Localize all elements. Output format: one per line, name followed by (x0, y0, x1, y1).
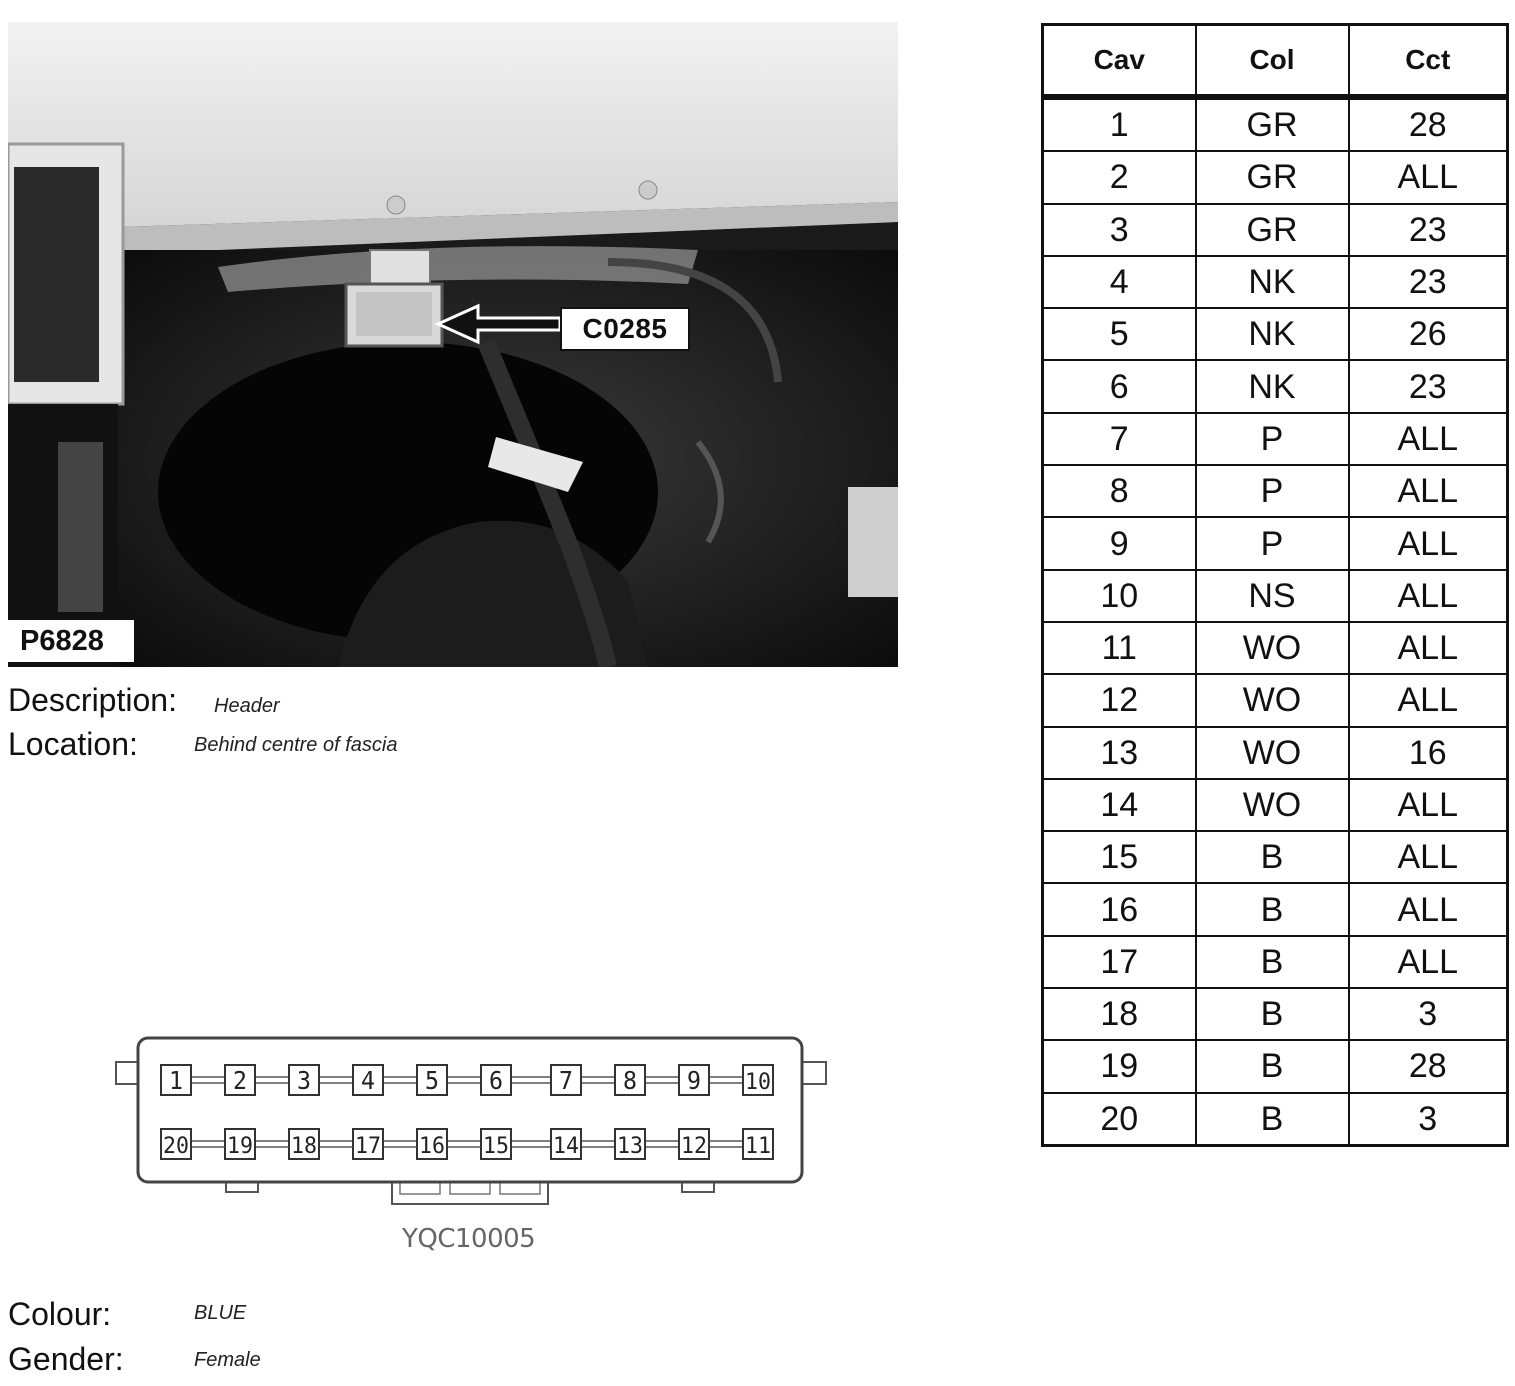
cell-col: WO (1196, 779, 1349, 831)
table-row (1043, 413, 1508, 465)
cavity-link (709, 1141, 743, 1147)
cell-cct: 23 (1349, 204, 1508, 256)
table-row (1043, 360, 1508, 412)
cavity-number: 7 (559, 1066, 573, 1095)
table-row (1043, 151, 1508, 203)
cell-cct: 3 (1349, 1093, 1508, 1146)
table-row (1043, 465, 1508, 517)
cavity-number: 6 (489, 1066, 503, 1095)
cell-col: B (1196, 831, 1349, 883)
cavity-number: 18 (291, 1134, 317, 1159)
table-row (1043, 517, 1508, 569)
cell-col: B (1196, 1040, 1349, 1092)
cell-col: WO (1196, 727, 1349, 779)
connector-callout-label: C0285 (560, 307, 690, 351)
cavity-number: 19 (227, 1134, 253, 1159)
cavity (481, 1065, 511, 1095)
cavity-link (383, 1077, 417, 1083)
table-row (1043, 256, 1508, 308)
cell-cct: 3 (1349, 988, 1508, 1040)
cell-cav: 12 (1043, 674, 1196, 726)
cavity-link (447, 1077, 481, 1083)
cavity-link (447, 1141, 481, 1147)
colour-label: Colour: (8, 1296, 112, 1332)
cavity-number: 17 (355, 1134, 381, 1159)
cavity (551, 1065, 581, 1095)
cavity (417, 1065, 447, 1095)
cell-col: GR (1196, 151, 1349, 203)
cavity-link (383, 1141, 417, 1147)
table-row (1043, 97, 1508, 151)
table-row (1043, 204, 1508, 256)
cell-cct: 26 (1349, 308, 1508, 360)
cell-cav: 17 (1043, 936, 1196, 988)
cell-cav: 6 (1043, 360, 1196, 412)
cell-col: WO (1196, 622, 1349, 674)
cavity-link (319, 1077, 353, 1083)
cell-cct: ALL (1349, 779, 1508, 831)
cavity-number: 2 (233, 1066, 247, 1095)
table-header-row (1043, 25, 1508, 98)
cell-cct: ALL (1349, 413, 1508, 465)
cavity-number: 20 (163, 1134, 189, 1159)
cavity (161, 1129, 191, 1159)
cavity-number: 13 (617, 1134, 643, 1159)
cavity-link (191, 1077, 225, 1083)
cavity-table (1041, 23, 1509, 1147)
cell-cct: 23 (1349, 256, 1508, 308)
cavity (481, 1129, 511, 1159)
cell-col: B (1196, 883, 1349, 935)
cavity-link (511, 1077, 551, 1083)
description-value: Header (214, 695, 280, 717)
cell-cav: 1 (1043, 97, 1196, 151)
cell-col: B (1196, 988, 1349, 1040)
cell-cav: 4 (1043, 256, 1196, 308)
cavity-number: 4 (361, 1066, 375, 1095)
cavity-link (581, 1077, 615, 1083)
cell-cav: 11 (1043, 622, 1196, 674)
cell-col: NK (1196, 308, 1349, 360)
cell-cct: ALL (1349, 570, 1508, 622)
connector-part-number: YQC10005 (402, 1224, 536, 1254)
cell-cav: 5 (1043, 308, 1196, 360)
table-row (1043, 1040, 1508, 1092)
cavity (743, 1129, 773, 1159)
location-value: Behind centre of fascia (194, 734, 398, 756)
cell-cav: 19 (1043, 1040, 1196, 1092)
cell-col: B (1196, 936, 1349, 988)
cavity-number: 8 (623, 1066, 637, 1095)
connector-right-tab (802, 1062, 826, 1084)
cell-col: NS (1196, 570, 1349, 622)
cell-cav: 16 (1043, 883, 1196, 935)
cell-col: GR (1196, 204, 1349, 256)
cavity (615, 1065, 645, 1095)
cavity-number: 12 (681, 1134, 707, 1159)
cavity (615, 1129, 645, 1159)
cell-cav: 7 (1043, 413, 1196, 465)
table-row (1043, 883, 1508, 935)
cavity-number: 5 (425, 1066, 439, 1095)
cavity-number: 9 (687, 1066, 701, 1095)
description-label: Description: (8, 682, 177, 718)
cavity (551, 1129, 581, 1159)
cavity (417, 1129, 447, 1159)
cell-cct: 16 (1349, 727, 1508, 779)
cavity-number: 1 (169, 1066, 183, 1095)
gender-label: Gender: (8, 1341, 124, 1377)
cavity (679, 1065, 709, 1095)
table-row (1043, 727, 1508, 779)
header-cct: Cct (1349, 25, 1508, 98)
cavity (225, 1065, 255, 1095)
cell-cav: 2 (1043, 151, 1196, 203)
cell-cct: ALL (1349, 622, 1508, 674)
cavity-number: 11 (745, 1134, 771, 1159)
cell-col: NK (1196, 360, 1349, 412)
connector-left-tab (116, 1062, 140, 1084)
cell-col: P (1196, 517, 1349, 569)
cavity (161, 1065, 191, 1095)
cell-cav: 13 (1043, 727, 1196, 779)
cavity-number: 10 (745, 1070, 771, 1095)
cavity (225, 1129, 255, 1159)
cavity-link (255, 1141, 289, 1147)
table-row (1043, 779, 1508, 831)
cavity (353, 1129, 383, 1159)
cell-col: P (1196, 413, 1349, 465)
cavity-number: 14 (553, 1134, 579, 1159)
cell-cct: 28 (1349, 97, 1508, 151)
cavity-link (645, 1077, 679, 1083)
header-cav: Cav (1043, 25, 1196, 98)
cell-cav: 15 (1043, 831, 1196, 883)
location-label: Location: (8, 726, 138, 762)
cavity (289, 1129, 319, 1159)
cell-cav: 18 (1043, 988, 1196, 1040)
cell-cct: ALL (1349, 465, 1508, 517)
cell-cav: 10 (1043, 570, 1196, 622)
cell-col: NK (1196, 256, 1349, 308)
cell-col: P (1196, 465, 1349, 517)
table-row (1043, 936, 1508, 988)
cell-cav: 20 (1043, 1093, 1196, 1146)
cavity-link (191, 1141, 225, 1147)
table-row (1043, 622, 1508, 674)
cavity (743, 1065, 773, 1095)
cavity-link (645, 1141, 679, 1147)
table-row (1043, 831, 1508, 883)
table-row (1043, 674, 1508, 726)
cell-cct: ALL (1349, 936, 1508, 988)
cell-cav: 3 (1043, 204, 1196, 256)
cavity-number: 16 (419, 1134, 445, 1159)
photo-id-label: P6828 (8, 620, 134, 662)
table-row (1043, 308, 1508, 360)
cavity-link (511, 1141, 551, 1147)
cavity (289, 1065, 319, 1095)
cavity-link (255, 1077, 289, 1083)
cell-cct: 28 (1349, 1040, 1508, 1092)
cell-cav: 14 (1043, 779, 1196, 831)
cell-col: WO (1196, 674, 1349, 726)
gender-value: Female (194, 1349, 261, 1371)
table-row (1043, 1093, 1508, 1146)
cell-cct: ALL (1349, 674, 1508, 726)
connector-body (138, 1038, 802, 1182)
cell-cct: ALL (1349, 883, 1508, 935)
cell-cav: 9 (1043, 517, 1196, 569)
cell-cct: ALL (1349, 517, 1508, 569)
connector-location-photo (8, 22, 898, 667)
header-col: Col (1196, 25, 1349, 98)
cell-cct: ALL (1349, 831, 1508, 883)
table-row (1043, 570, 1508, 622)
cavity (353, 1065, 383, 1095)
cavity (679, 1129, 709, 1159)
photo-illustration (8, 22, 898, 667)
colour-value: BLUE (194, 1302, 247, 1324)
cavity-link (581, 1141, 615, 1147)
cell-cct: ALL (1349, 151, 1508, 203)
cavity-link (319, 1141, 353, 1147)
cell-col: GR (1196, 97, 1349, 151)
cell-cct: 23 (1349, 360, 1508, 412)
cavity-number: 3 (297, 1066, 311, 1095)
cavity-link (709, 1077, 743, 1083)
cell-col: B (1196, 1093, 1349, 1146)
table-row (1043, 988, 1508, 1040)
cell-cav: 8 (1043, 465, 1196, 517)
cavity-number: 15 (483, 1134, 509, 1159)
